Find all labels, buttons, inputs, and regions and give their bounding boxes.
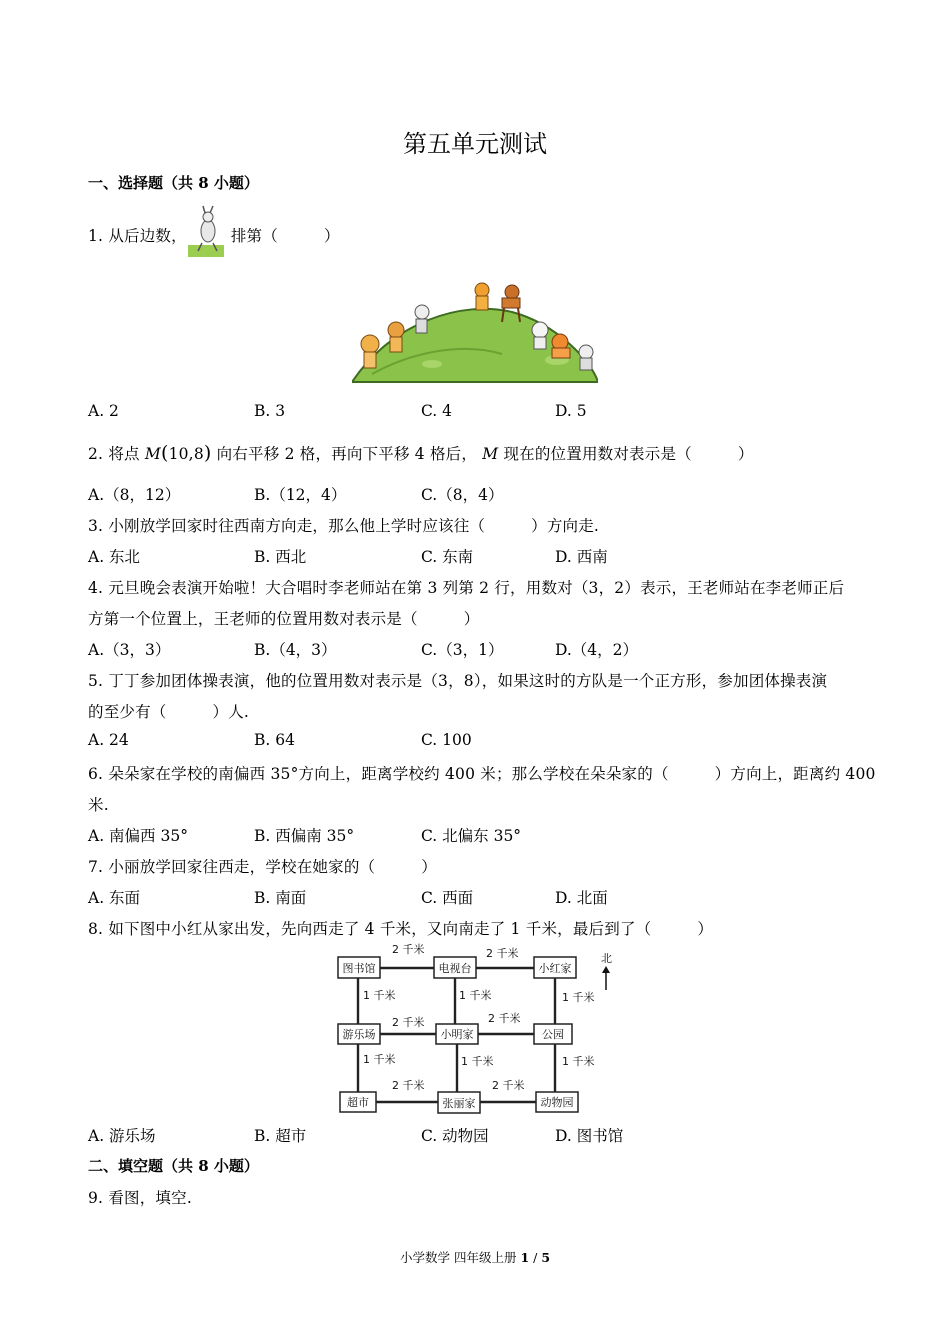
q8-option-b[interactable]: B. 超市	[254, 1127, 307, 1145]
place-park	[534, 1024, 572, 1044]
svg-text:张丽家: 张丽家	[442, 1097, 476, 1110]
animal-7	[552, 334, 570, 358]
q7-option-a[interactable]: A. 东面	[88, 889, 141, 907]
q4-option-c[interactable]: C.（3，1）	[421, 641, 504, 659]
q3-option-c[interactable]: C. 东南	[421, 548, 474, 566]
distance-label: 2 千米	[392, 1016, 425, 1029]
q2-point-m-2: M	[482, 445, 499, 463]
section-choice-heading: 一、选择题（共 8 小题）	[88, 174, 259, 192]
footer-text: 小学数学 四年级上册	[399, 1250, 517, 1265]
page-title: 第五单元测试	[403, 130, 547, 158]
q2-prefix: 2. 将点	[88, 445, 140, 463]
place-xiaoming-home	[436, 1024, 478, 1044]
q5-close: ）人.	[212, 703, 250, 721]
q3-option-d[interactable]: D. 西南	[555, 548, 608, 566]
footer-total: 5	[541, 1250, 551, 1265]
q3-close: ）方向走.	[531, 517, 600, 535]
distance-label: 2 千米	[486, 947, 519, 960]
question-9: 9. 看图，填空.	[88, 1189, 192, 1207]
svg-text:动物园: 动物园	[540, 1096, 574, 1109]
question-3	[88, 514, 599, 536]
question-5-line-2	[88, 700, 249, 722]
q3-option-a[interactable]: A. 东北	[88, 548, 141, 566]
q2-suffix: 现在的位置用数对表示是（	[503, 445, 692, 463]
section-fill-heading: 二、填空题（共 8 小题）	[88, 1157, 259, 1175]
svg-text:公园: 公园	[542, 1028, 564, 1041]
q1-option-c[interactable]: C. 4	[421, 402, 453, 420]
q1-option-a[interactable]: A. 2	[88, 402, 119, 420]
q8-option-d[interactable]: D. 图书馆	[555, 1127, 624, 1145]
animal-4	[475, 283, 489, 310]
animal-1	[361, 335, 379, 368]
q7-option-b[interactable]: B. 南面	[254, 889, 307, 907]
distance-label: 2 千米	[488, 1012, 521, 1025]
hill-animals-illustration	[352, 282, 598, 384]
question-8	[88, 917, 713, 939]
animal-8	[579, 345, 593, 370]
distance-label: 2 千米	[492, 1079, 525, 1092]
q5-line2-text: 的至少有（	[88, 703, 167, 721]
q7-text: 7. 小丽放学回家往西走，学校在她家的（	[88, 858, 376, 876]
distance-label: 2 千米	[392, 1079, 425, 1092]
q2-point-m: M	[144, 445, 161, 463]
rabbit-icon	[186, 205, 226, 257]
q2-option-b[interactable]: B.（12，4）	[254, 486, 347, 504]
question-2: 2. 将点 M(10,8) 向右平移 2 格，再向下平移 4 格后， M 现在的位置用数对表示是（ ）	[88, 442, 754, 464]
place-library	[338, 957, 380, 978]
q3-text: 3. 小刚放学回家时往西南方向走，那么他上学时应该往（	[88, 517, 486, 535]
q4-close: ）	[463, 610, 480, 628]
north-arrowhead-icon	[602, 966, 610, 973]
q1-option-d[interactable]: D. 5	[555, 402, 587, 420]
q2-option-a[interactable]: A.（8，12）	[88, 486, 181, 504]
place-xiaohong-home	[534, 957, 576, 978]
distance-label: 1 千米	[461, 1055, 494, 1068]
q6-line1-end: ）方向上，距离约 400	[714, 765, 876, 783]
footer-page: 1	[520, 1250, 530, 1265]
q6-option-c[interactable]: C. 北偏东 35°	[421, 827, 522, 845]
q1-suffix: 排第（	[230, 227, 278, 245]
q8-text: 8. 如下图中小红从家出发，先向西走了 4 千米，又向南走了 1 千米，最后到了（	[88, 920, 652, 938]
q7-close: ）	[421, 858, 437, 876]
q4-line2-text: 方第一个位置上，王老师的位置用数对表示是（	[88, 610, 418, 628]
q6-line1-text: 6. 朵朵家在学校的南偏西 35°方向上，距离学校约 400 米；那么学校在朵朵家的（	[88, 765, 669, 783]
question-4-line-2	[88, 607, 479, 629]
place-tv-station	[434, 957, 476, 978]
q6-option-a[interactable]: A. 南偏西 35°	[88, 827, 188, 845]
q2-option-c[interactable]: C.（8，4）	[421, 486, 504, 504]
q8-option-c[interactable]: C. 动物园	[421, 1127, 489, 1145]
svg-text:超市: 超市	[347, 1096, 369, 1109]
distance-label: 1 千米	[459, 989, 492, 1002]
page-footer	[0, 1248, 950, 1266]
place-zhangli-home	[438, 1092, 480, 1113]
place-amusement-park	[338, 1024, 380, 1044]
grass	[188, 245, 224, 257]
q7-option-c[interactable]: C. 西面	[421, 889, 474, 907]
question-6-line-2: 米.	[88, 796, 109, 814]
question-7	[88, 855, 437, 877]
svg-text:图书馆: 图书馆	[342, 962, 376, 975]
q5-option-b[interactable]: B. 64	[254, 731, 295, 749]
question-4-line-1: 4. 元旦晚会表演开始啦！大合唱时李老师站在第 3 列第 2 行，用数对（3，2）表示，王老师站在李老师正后	[88, 579, 845, 597]
animal-2	[388, 322, 404, 352]
q6-option-b[interactable]: B. 西偏南 35°	[254, 827, 355, 845]
distance-label: 1 千米	[363, 1053, 396, 1066]
footer-sep: /	[533, 1250, 538, 1265]
q5-option-c[interactable]: C. 100	[421, 731, 472, 749]
svg-text:电视台: 电视台	[438, 962, 472, 975]
q2-close: ）	[737, 445, 754, 463]
place-zoo	[536, 1092, 578, 1112]
distance-label: 1 千米	[363, 989, 396, 1002]
q4-option-a[interactable]: A.（3，3）	[88, 641, 171, 659]
q7-option-d[interactable]: D. 北面	[555, 889, 608, 907]
distance-label: 2 千米	[392, 943, 425, 956]
question-5-line-1: 5. 丁丁参加团体操表演，他的位置用数对表示是（3，8），如果这时的方队是一个正方形，参加团体操表演	[88, 672, 828, 690]
svg-text:小明家: 小明家	[440, 1028, 474, 1041]
q8-close: ）	[697, 920, 714, 938]
q2-middle: 向右平移 2 格，再向下平移 4 格后，	[216, 445, 478, 463]
q1-close: ）	[323, 227, 340, 245]
q1-option-b[interactable]: B. 3	[254, 402, 286, 420]
q2-coord: 10,8	[168, 445, 204, 463]
distance-label: 1 千米	[562, 1055, 595, 1068]
distance-label: 1 千米	[562, 991, 595, 1004]
q4-option-d[interactable]: D.（4，2）	[555, 641, 639, 659]
svg-text:游乐场: 游乐场	[342, 1028, 376, 1041]
q8-option-a[interactable]: A. 游乐场	[88, 1127, 156, 1145]
q8-map	[330, 942, 620, 1117]
q1-prefix: 1. 从后边数，	[88, 227, 187, 245]
q3-option-b[interactable]: B. 西北	[254, 548, 307, 566]
animal-6	[532, 322, 548, 349]
animal-3	[415, 305, 429, 333]
north-label: 北	[601, 952, 612, 965]
q4-option-b[interactable]: B.（4，3）	[254, 641, 337, 659]
svg-text:小红家: 小红家	[538, 962, 572, 975]
place-supermarket	[340, 1092, 376, 1112]
q5-option-a[interactable]: A. 24	[88, 731, 129, 749]
question-6-line-1	[88, 762, 876, 784]
